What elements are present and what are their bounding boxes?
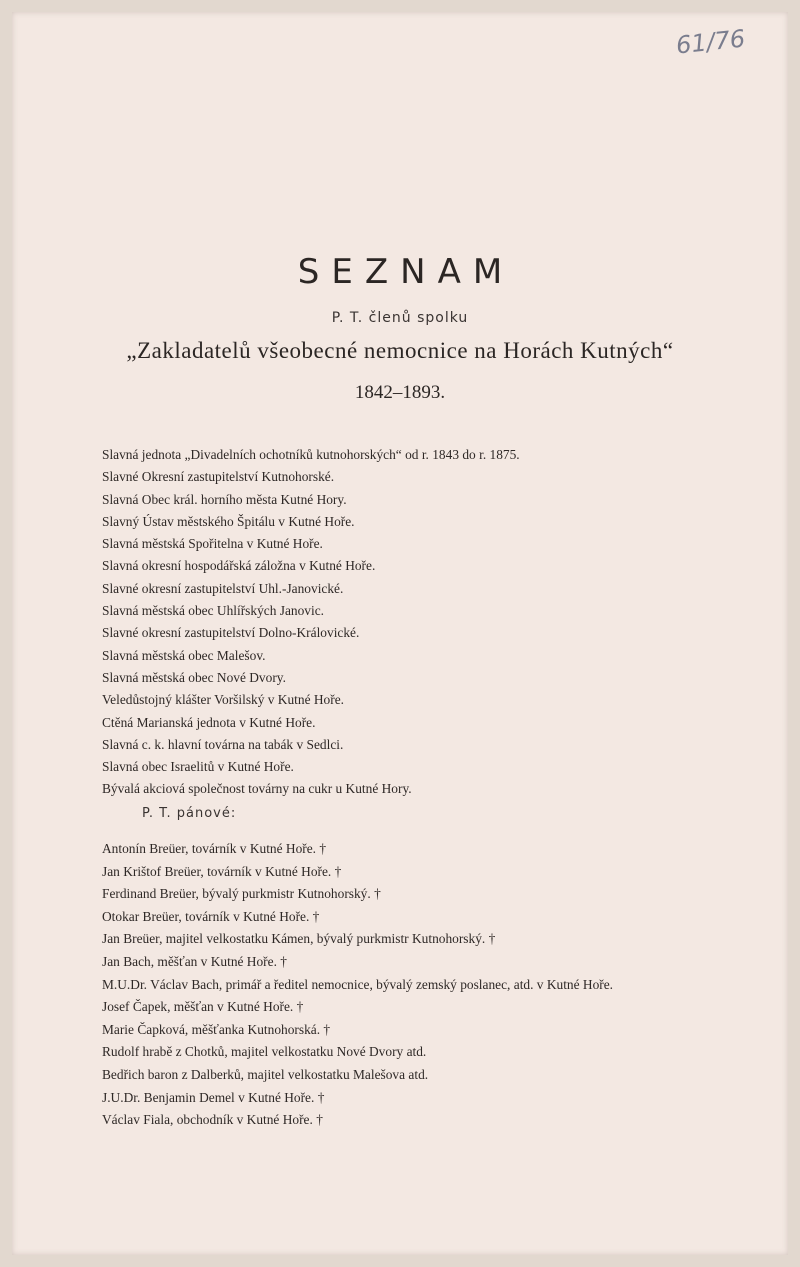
member-item: Václav Fiala, obchodník v Kutné Hoře. † [102, 1112, 323, 1128]
member-item: Marie Čapková, měšťanka Kutnohorská. † [102, 1021, 331, 1037]
document-subtitle: P. T. členů spolku [331, 310, 469, 326]
document-title: SEZNAM [297, 252, 515, 292]
organization-item: Slavná jednota „Divadelních ochotníků kutnohorských“ od r. 1843 do r. 1875. [102, 447, 520, 462]
organization-item: Slavné Okresní zastupitelství Kutnohorské. [102, 469, 335, 485]
organization-item: Slavná městská obec Nové Dvory. [102, 669, 286, 685]
member-item: Jan Krištof Breüer, továrník v Kutné Hoře. † [102, 863, 342, 879]
member-item: Ferdinand Breüer, bývalý purkmistr Kutnohorský. † [102, 886, 381, 902]
organization-item: Slavný Ústav městského Špitálu v Kutné Hoře. [102, 513, 355, 529]
member-item: Josef Čapek, měšťan v Kutné Hoře. † [102, 999, 304, 1015]
member-item: Antonín Breüer, továrník v Kutné Hoře. † [102, 841, 327, 856]
organization-item: Bývalá akciová společnost továrny na cukr u Kutné Hory. [102, 781, 412, 797]
organization-item: Slavné okresní zastupitelství Uhl.-Janovické. [102, 580, 344, 596]
organization-item: Slavná c. k. hlavní továrna na tabák v Sedlci. [102, 736, 344, 752]
folio-number: 61/76 [674, 24, 747, 60]
member-item: Jan Breüer, majitel velkostatku Kámen, bývalý purkmistr Kutnohorský. † [102, 931, 496, 947]
gentlemen-heading: P. T. pánové: [142, 806, 237, 821]
organization-item: Veledůstojný klášter Voršilský v Kutné Hoře. [102, 692, 344, 708]
member-item: J.U.Dr. Benjamin Demel v Kutné Hoře. † [102, 1089, 325, 1105]
organization-item: Slavná městská Spořitelna v Kutné Hoře. [102, 536, 323, 552]
gentlemen-list [102, 838, 613, 1132]
member-item: Otokar Breüer, továrník v Kutné Hoře. † [102, 908, 320, 924]
organization-item: Slavná Obec král. horního města Kutné Hory. [102, 491, 347, 507]
member-item: Bedřich baron z Dalberků, majitel velkostatku Malešova atd. [102, 1066, 429, 1082]
member-item: Rudolf hrabě z Chotků, majitel velkostatku Nové Dvory atd. [102, 1044, 427, 1060]
organization-item: Ctěná Marianská jednota v Kutné Hoře. [102, 714, 316, 730]
year-range: 1842–1893. [354, 382, 446, 403]
member-item: Jan Bach, měšťan v Kutné Hoře. † [102, 953, 287, 969]
organization-list [102, 444, 520, 801]
organization-item: Slavná obec Israelitů v Kutné Hoře. [102, 759, 294, 775]
organization-item: Slavná městská obec Uhlířských Janovic. [102, 603, 325, 619]
member-item: M.U.Dr. Václav Bach, primář a ředitel nemocnice, bývalý zemský poslanec, atd. v Kutné Hoře. [102, 976, 614, 992]
organization-item: Slavné okresní zastupitelství Dolno-Královické. [102, 625, 360, 641]
organization-item: Slavná městská obec Malešov. [102, 647, 266, 663]
society-name: „Zakladatelů všeobecné nemocnice na Horách Kutných“ [126, 338, 674, 363]
organization-item: Slavná okresní hospodářská záložna v Kutné Hoře. [102, 558, 376, 574]
